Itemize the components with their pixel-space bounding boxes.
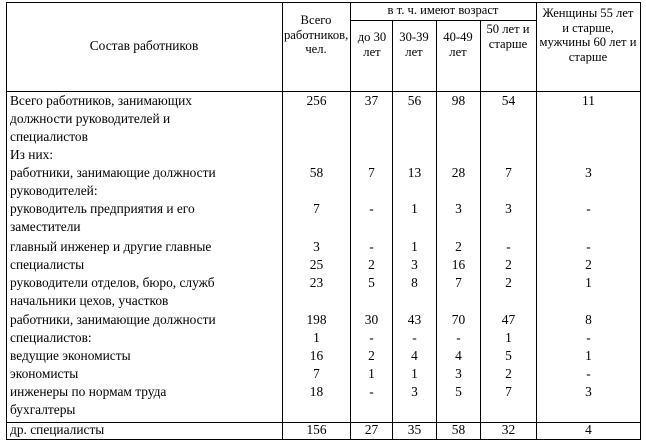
row-label: специалистов xyxy=(10,129,88,144)
header-age-50-plus: 50 лет и старше xyxy=(486,22,530,51)
cell-under-30: - xyxy=(369,201,374,216)
header-age-under-30: до 30 лет xyxy=(357,30,387,59)
cell-30-39: 1 xyxy=(411,201,418,216)
cell-total: 7 xyxy=(313,366,320,381)
cell-50-plus: 2 xyxy=(505,366,512,381)
cell-under-30: 30 xyxy=(364,312,379,327)
cell-50-plus: - xyxy=(506,239,511,254)
cell-40-49: 7 xyxy=(455,275,462,290)
cell-50-plus: 3 xyxy=(505,201,512,216)
cell-pension: 1 xyxy=(585,348,592,363)
cell-40-49: 28 xyxy=(451,165,466,180)
cell-pension: 3 xyxy=(585,165,592,180)
cell-40-49: 58 xyxy=(451,422,466,437)
cell-40-49: 4 xyxy=(455,348,462,363)
cell-total: 16 xyxy=(309,348,324,363)
cell-50-plus: 2 xyxy=(505,275,512,290)
cell-50-plus: 2 xyxy=(505,257,512,272)
cell-40-49: 3 xyxy=(455,366,462,381)
cell-50-plus: 47 xyxy=(501,312,516,327)
cell-total: 58 xyxy=(309,165,324,180)
cell-total: 156 xyxy=(306,422,327,437)
cell-40-49: 3 xyxy=(455,201,462,216)
cell-under-30: 37 xyxy=(364,93,379,108)
cell-40-49: 16 xyxy=(451,257,466,272)
row-label: работники, занимающие должности xyxy=(10,165,216,180)
header-total-workers: Всего работников, чел. xyxy=(284,13,349,57)
cell-30-39: 8 xyxy=(411,275,418,290)
cell-total: 7 xyxy=(313,201,320,216)
row-label: Из них: xyxy=(10,147,54,162)
row-label: специалистов: xyxy=(10,330,92,345)
cell-pension: 11 xyxy=(582,93,595,108)
cell-50-plus: 7 xyxy=(505,165,512,180)
cell-30-39: 56 xyxy=(407,93,422,108)
cell-50-plus: 32 xyxy=(501,422,516,437)
cell-pension: 4 xyxy=(585,422,592,437)
row-label: Всего работников, занимающих xyxy=(10,93,192,108)
cell-total: 1 xyxy=(313,330,320,345)
header-staff-composition: Состав работников xyxy=(89,38,199,53)
table-border-right xyxy=(640,2,641,440)
cell-50-plus: 5 xyxy=(505,348,512,363)
cell-total: 256 xyxy=(306,93,327,108)
row-label: начальники цехов, участков xyxy=(10,293,169,308)
cell-30-39: 3 xyxy=(411,257,418,272)
row-label: ведущие экономисты xyxy=(10,348,131,363)
row-label: бухгалтеры xyxy=(10,402,76,417)
cell-40-49: 98 xyxy=(451,93,466,108)
cell-total: 3 xyxy=(313,239,320,254)
header-pension-age: Женщины 55 лет и старше, мужчины 60 лет и старше xyxy=(539,6,637,64)
cell-pension: 1 xyxy=(585,275,592,290)
cell-50-plus: 54 xyxy=(501,93,516,108)
cell-under-30: - xyxy=(369,384,374,399)
cell-30-39: 43 xyxy=(407,312,422,327)
cell-total: 18 xyxy=(309,384,324,399)
cell-total: 25 xyxy=(309,257,324,272)
cell-40-49: - xyxy=(456,330,461,345)
row-label: руководителей: xyxy=(10,183,98,198)
cell-40-49: 5 xyxy=(455,384,462,399)
cell-30-39: 13 xyxy=(407,165,422,180)
cell-30-39: 4 xyxy=(411,348,418,363)
row-label: экономисты xyxy=(10,366,79,381)
row-label: руководители отделов, бюро, служб xyxy=(10,275,215,290)
header-age-40-49: 40-49 лет xyxy=(443,30,473,59)
row-label: специалисты xyxy=(10,257,85,272)
group-header-rule xyxy=(350,20,536,21)
cell-under-30: 7 xyxy=(368,165,375,180)
row-label: др. специалисты xyxy=(10,422,105,437)
cell-30-39: 3 xyxy=(411,384,418,399)
row-label: работники, занимающие должности xyxy=(10,312,216,327)
cell-pension: 2 xyxy=(585,257,592,272)
cell-total: 198 xyxy=(306,312,327,327)
row-label: заместители xyxy=(10,219,81,234)
cell-under-30: - xyxy=(369,239,374,254)
cell-under-30: - xyxy=(369,330,374,345)
cell-50-plus: 1 xyxy=(505,330,512,345)
cell-30-39: 1 xyxy=(411,239,418,254)
cell-pension: 3 xyxy=(585,384,592,399)
table-border-left xyxy=(6,2,7,440)
cell-30-39: 1 xyxy=(411,366,418,381)
row-label: должности руководителей и xyxy=(10,111,171,126)
cell-pension: 8 xyxy=(585,312,592,327)
cell-under-30: 1 xyxy=(368,366,375,381)
cell-50-plus: 7 xyxy=(505,384,512,399)
cell-40-49: 70 xyxy=(451,312,466,327)
table-border-top xyxy=(6,2,640,3)
row-label: инженеры по нормам труда xyxy=(10,384,167,399)
row-label: главный инженер и другие главные xyxy=(10,239,212,254)
cell-30-39: 35 xyxy=(407,422,422,437)
cell-total: 23 xyxy=(309,275,324,290)
cell-30-39: - xyxy=(412,330,417,345)
cell-under-30: 27 xyxy=(364,422,379,437)
header-age-30-39: 30-39 лет xyxy=(399,30,429,59)
header-age-group: в т. ч. имеют возраст xyxy=(387,3,499,17)
cell-pension: - xyxy=(586,201,591,216)
cell-40-49: 2 xyxy=(455,239,462,254)
cell-under-30: 5 xyxy=(368,275,375,290)
cell-pension: - xyxy=(586,330,591,345)
row-label: руководитель предприятия и его xyxy=(10,201,195,216)
cell-under-30: 2 xyxy=(368,257,375,272)
table-border-bottom xyxy=(6,439,640,440)
cell-pension: - xyxy=(586,239,591,254)
cell-pension: - xyxy=(586,366,591,381)
cell-under-30: 2 xyxy=(368,348,375,363)
